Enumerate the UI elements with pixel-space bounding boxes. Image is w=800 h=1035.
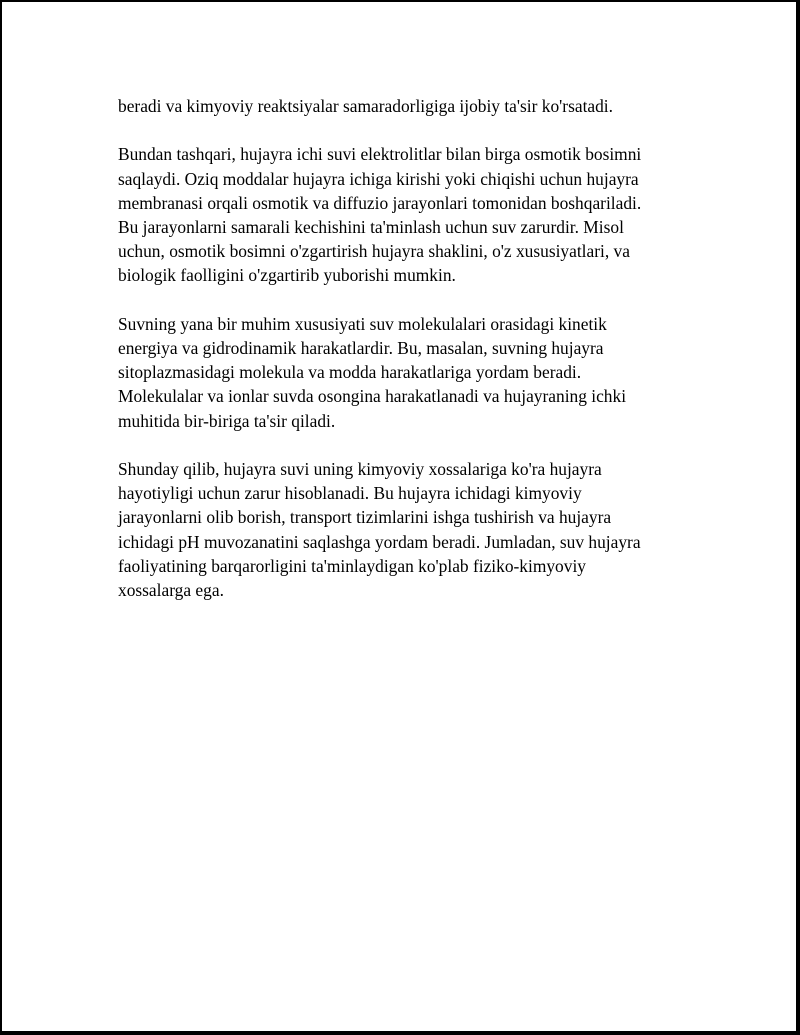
- paragraph-4: Shunday qilib, hujayra suvi uning kimyoviy xossalariga ko'ra hujayra hayotiyligi uchun zarur hisoblanadi. Bu hujayra ichidagi kimyoviy jarayonlarni olib borish, transport tizimlarini ishga tushirish va hujayra ichidagi pH muvozanatini saqlashga yordam beradi. Jumladan, suv hujayra faoliyatining barqarorligini ta'minlaydigan ko'plab fiziko-kimyoviy xossalarga ega.: [118, 459, 641, 601]
- paragraph-3: Suvning yana bir muhim xususiyati suv molekulalari orasidagi kinetik energiya va gidrodinamik harakatlardir. Bu, masalan, suvning hujayra sitoplazmasidagi molekula va modda harakatlariga yordam beradi. Molekulalar va ionlar suvda osongina harakatlanadi va hujayraning ichki muhitida bir-biriga ta'sir qiladi.: [118, 313, 627, 431]
- paragraph-1: beradi va kimyoviy reaktsiyalar samaradorligiga ijobiy ta'sir ko'rsatadi.: [118, 96, 613, 116]
- paragraph-2: Bundan tashqari, hujayra ichi suvi elektrolitlar bilan birga osmotik bosimni saqlaydi. Oziq moddalar hujayra ichiga kirishi yoki chiqishi uchun hujayra membranasi orqali osmotik va diffuzio jarayonlari tomonidan boshqariladi. Bu jarayonlarni samarali kechishini ta'minlash uchun suv zarurdir. Misol uchun, osmotik bosimni o'zgartirish hujayra shaklini, o'z xususiyatlari, va biologik faolligini o'zgartirib yuborishi mumkin.: [118, 144, 642, 286]
- document-body: [118, 94, 683, 626]
